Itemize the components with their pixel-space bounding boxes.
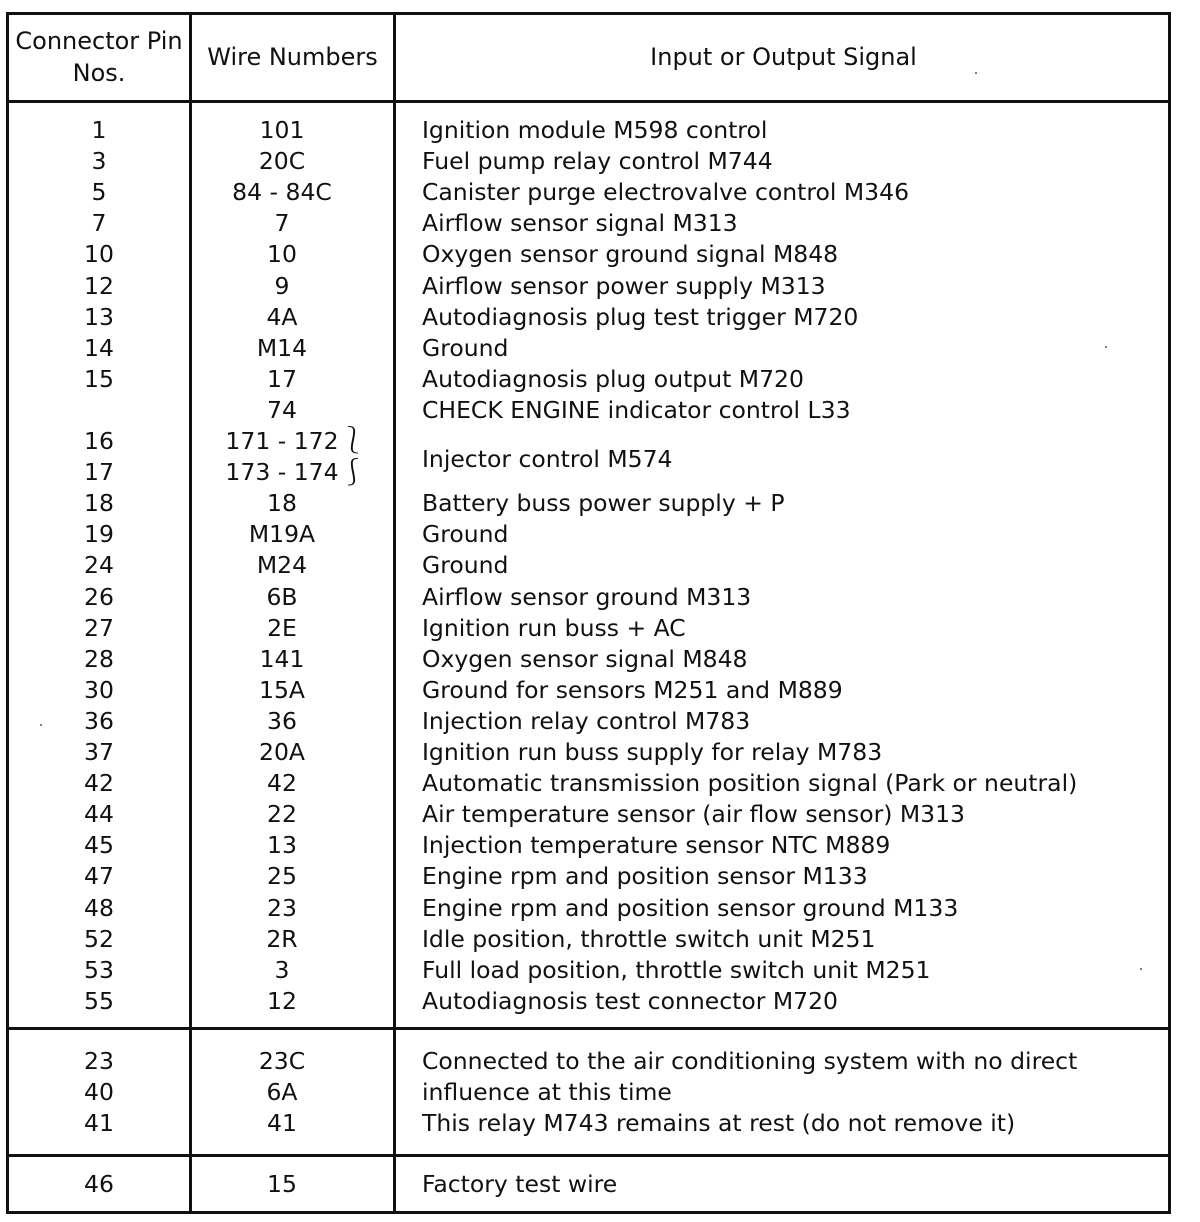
signal-cell: Injection temperature sensor NTC M889 <box>422 831 891 860</box>
wire-cell: 101 <box>259 116 305 144</box>
wire-cell: M19A <box>248 520 316 549</box>
wire-cell: 2R <box>266 924 298 953</box>
wire-cell: 171 - 172 <box>225 427 339 455</box>
signal-cell: Ground <box>422 333 509 362</box>
signal-cell: This relay M743 remains at rest (do not remove it) <box>422 1109 1016 1137</box>
wire-cell: 141 <box>259 644 305 673</box>
wire-cell: 15 <box>267 1170 297 1198</box>
signal-cell: Full load position, throttle switch unit M251 <box>422 955 931 984</box>
pin-cell: 3 <box>91 147 107 176</box>
wire-cell: 74 <box>267 395 297 424</box>
signal-cell: Automatic transmission position signal (Park or neutral) <box>422 769 1078 798</box>
header-pin-numbers: Connector Pin Nos. <box>15 27 183 87</box>
wire-cell: 6B <box>266 582 298 611</box>
wire-cell: M14 <box>256 333 308 362</box>
pin-cell: 37 <box>84 738 114 766</box>
speck <box>1105 346 1107 348</box>
signal-cell: Oxygen sensor signal M848 <box>422 644 748 673</box>
signal-cell: Engine rpm and position sensor ground M133 <box>422 893 959 922</box>
pin-cell: 28 <box>84 644 114 673</box>
signal-cell: Connected to the air conditioning system with no direct <box>422 1047 1078 1075</box>
wire-cell: 23 <box>267 893 297 922</box>
pin-cell: 42 <box>84 769 114 798</box>
pin-cell: 13 <box>84 302 114 331</box>
column-divider <box>393 12 396 1214</box>
signal-cell: Oxygen sensor ground signal M848 <box>422 240 839 269</box>
wire-cell: 36 <box>267 706 297 735</box>
speck <box>40 724 42 726</box>
pin-cell: 14 <box>84 333 114 362</box>
pin-cell: 23 <box>84 1047 114 1075</box>
pin-cell: 53 <box>84 955 114 984</box>
pin-cell: 27 <box>84 613 114 642</box>
section-divider <box>6 1154 1171 1157</box>
pin-cell: 48 <box>84 893 114 922</box>
wire-cell: 23C <box>258 1047 306 1075</box>
pin-cell: 36 <box>84 706 114 735</box>
signal-cell: Ignition run buss supply for relay M783 <box>422 738 883 766</box>
signal-cell: Idle position, throttle switch unit M251 <box>422 924 876 953</box>
pin-cell: 40 <box>84 1078 114 1106</box>
wire-cell: 12 <box>267 986 297 1015</box>
wire-cell: 6A <box>266 1078 298 1106</box>
wire-cell: 10 <box>267 240 297 269</box>
speck <box>975 72 977 74</box>
signal-cell: Airflow sensor power supply M313 <box>422 271 826 300</box>
pin-cell: 12 <box>84 271 114 300</box>
signal-cell: Engine rpm and position sensor M133 <box>422 862 868 891</box>
wire-cell: 3 <box>274 955 290 984</box>
signal-cell: Ignition run buss + AC <box>422 613 686 642</box>
signal-cell: Ignition module M598 control <box>422 116 768 144</box>
pin-cell: 7 <box>91 209 107 238</box>
header-signal: Input or Output Signal <box>650 43 917 71</box>
pin-cell: 45 <box>84 831 114 860</box>
wire-cell: 17 <box>267 364 297 393</box>
pin-cell: 1 <box>91 116 107 144</box>
signal-cell: Fuel pump relay control M744 <box>422 147 773 176</box>
pin-cell: 41 <box>84 1109 114 1137</box>
pin-cell: 10 <box>84 240 114 269</box>
signal-cell: Factory test wire <box>422 1170 618 1198</box>
speck <box>1140 968 1142 970</box>
wire-cell: 84 - 84C <box>232 178 332 207</box>
wire-cell: 42 <box>267 769 297 798</box>
wire-cell: 13 <box>267 831 297 860</box>
signal-cell: Autodiagnosis plug test trigger M720 <box>422 302 859 331</box>
pin-cell: 24 <box>84 551 114 580</box>
pin-cell: 47 <box>84 862 114 891</box>
wire-cell: 4A <box>266 302 298 331</box>
signal-cell: Autodiagnosis plug output M720 <box>422 364 804 393</box>
wire-cell: 25 <box>267 862 297 891</box>
wire-cell: 7 <box>274 209 290 238</box>
signal-cell: Ground for sensors M251 and M889 <box>422 675 843 704</box>
signal-cell: Airflow sensor ground M313 <box>422 582 752 611</box>
signal-cell: Air temperature sensor (air flow sensor) M313 <box>422 800 966 829</box>
wire-cell: 41 <box>267 1109 297 1137</box>
section-divider <box>6 1027 1171 1030</box>
signal-cell: Ground <box>422 551 509 580</box>
wire-cell: M24 <box>256 551 308 580</box>
signal-cell: Canister purge electrovalve control M346 <box>422 178 910 207</box>
signal-cell: Battery buss power supply + P <box>422 489 785 518</box>
signal-cell: Autodiagnosis test connector M720 <box>422 986 839 1015</box>
pin-cell: 44 <box>84 800 114 829</box>
wire-cell: 18 <box>267 489 297 518</box>
header-wire-numbers: Wire Numbers <box>207 43 378 71</box>
pin-cell: 16 <box>84 427 114 455</box>
wire-cell: 22 <box>267 800 297 829</box>
signal-cell: CHECK ENGINE indicator control L33 <box>422 395 851 424</box>
signal-cell: influence at this time <box>422 1078 672 1106</box>
wire-cell: 2E <box>267 613 297 642</box>
wire-cell: 173 - 174 <box>225 458 339 487</box>
pin-cell: 19 <box>84 520 114 549</box>
pin-cell: 15 <box>84 364 114 393</box>
wire-cell: 9 <box>274 271 290 300</box>
pin-cell: 46 <box>84 1170 114 1198</box>
pin-cell: 30 <box>84 675 114 704</box>
signal-cell: Ground <box>422 520 509 549</box>
signal-cell: Injection relay control M783 <box>422 706 751 735</box>
bracket-mark: ⎱ <box>340 426 367 456</box>
pin-cell: 52 <box>84 924 114 953</box>
wire-cell: 15A <box>259 675 305 704</box>
wire-cell: 20C <box>258 147 306 176</box>
injector-signal-cell: Injector control M574 <box>422 445 673 473</box>
pin-cell: 26 <box>84 582 114 611</box>
pin-cell: 55 <box>84 986 114 1015</box>
signal-cell: Airflow sensor signal M313 <box>422 209 738 238</box>
wire-cell: 20A <box>259 738 305 766</box>
bracket-mark: ⎰ <box>340 458 367 488</box>
pin-cell: 17 <box>84 458 114 487</box>
pin-cell: 5 <box>91 178 107 207</box>
pin-cell: 18 <box>84 489 114 518</box>
